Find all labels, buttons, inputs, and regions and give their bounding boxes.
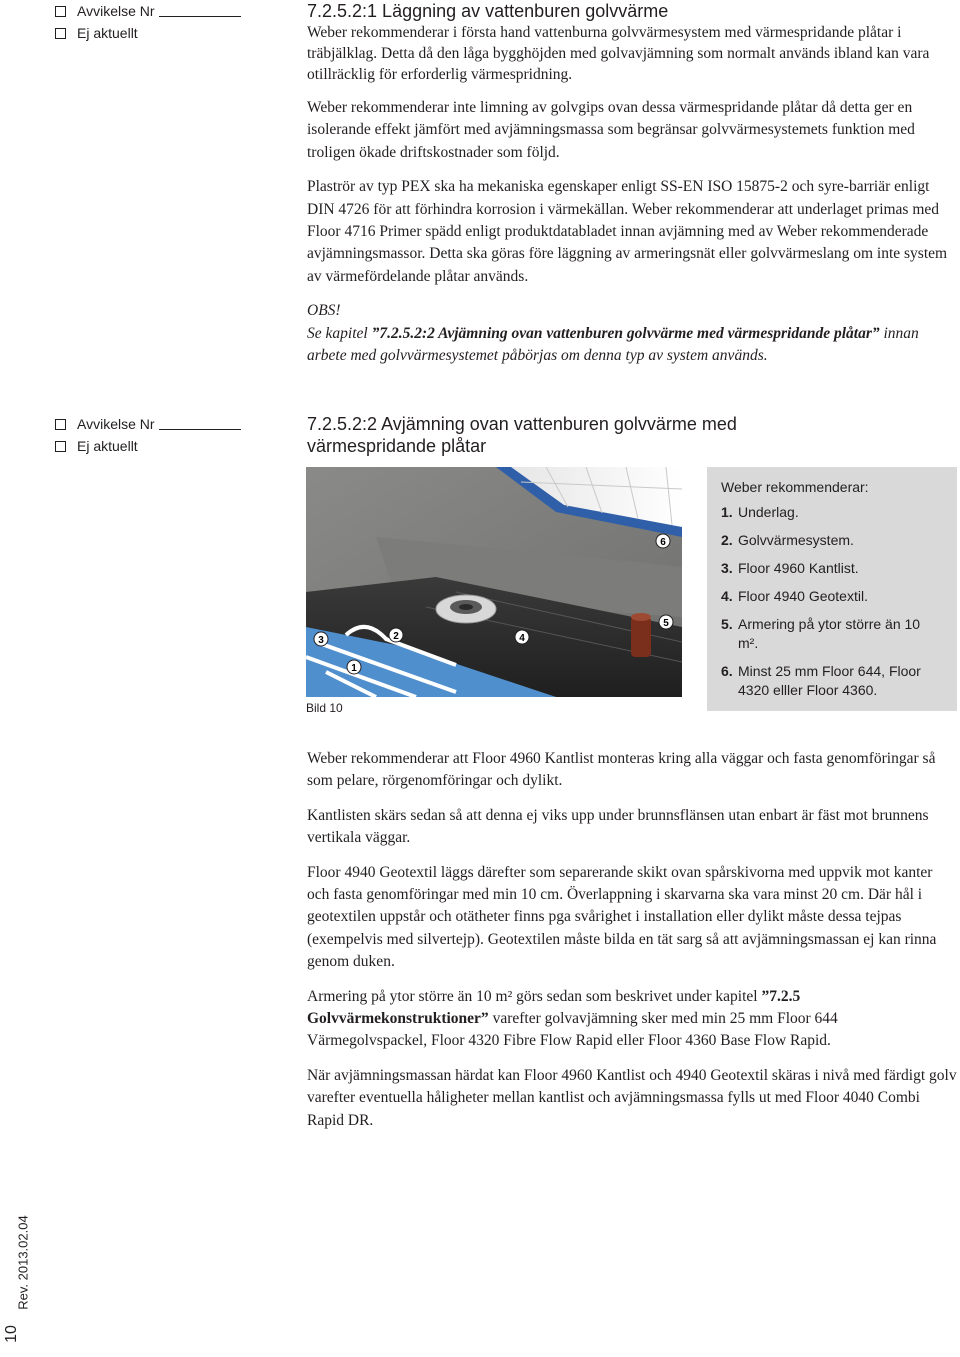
section-1-paragraph-2: Weber rekommenderar inte limning av golvgips ovan dessa värmespridande plåtar då detta ger en isolerande effekt jämfört med avjämningsmassa som begränsar golvvärmesystemets funktion med troligen ökade driftskostnader som följd. — [307, 99, 915, 161]
note-prefix: Se kapitel — [307, 324, 372, 342]
marker-2: 2 — [393, 631, 399, 642]
sidebar-checkboxes-1 — [55, 0, 241, 44]
section-2-paragraph-2: Kantlisten skärs sedan så att denna ej viks upp under brunnsflänsen utan enbart är fäst mot brunnens vertikala väggar. — [307, 806, 929, 847]
deviation-number-line[interactable] — [159, 6, 241, 17]
marker-1: 1 — [351, 663, 357, 674]
deviation-row-2 — [55, 413, 241, 435]
see-chapter-note — [307, 323, 957, 368]
recommendation-item-number: 5. — [721, 616, 733, 632]
p4-prefix: Armering på ytor större än 10 m² görs sedan som beskrivet under kapitel — [307, 987, 762, 1005]
marker-5: 5 — [663, 618, 669, 629]
recommendation-item-text: Armering på ytor större än 10 m². — [738, 616, 921, 651]
not-current-checkbox[interactable] — [55, 28, 66, 39]
section-2-header — [307, 413, 827, 457]
marker-4: 4 — [519, 633, 525, 644]
recommendation-item-text: Underlag. — [738, 504, 799, 520]
deviation-label-2: Avvikelse Nr — [77, 416, 155, 432]
figure-caption: Bild 10 — [306, 701, 343, 715]
section-2-body — [307, 748, 957, 1132]
note-suffix: innan arbete med golvvärmesystemet påbörjas om denna typ av system används. — [307, 324, 919, 365]
section-1 — [307, 0, 957, 367]
not-current-label-2: Ej aktuellt — [77, 438, 138, 454]
not-current-checkbox-2[interactable] — [55, 441, 66, 452]
page-number: 10 — [3, 1325, 20, 1343]
marker-6: 6 — [660, 537, 666, 548]
deviation-checkbox-2[interactable] — [55, 419, 66, 430]
recommendation-item — [721, 587, 943, 606]
recommendation-item-number: 2. — [721, 532, 733, 548]
section-1-heading: 7.2.5.2:1 Läggning av vattenburen golvvärme — [307, 1, 669, 21]
deviation-checkbox[interactable] — [55, 6, 66, 17]
recommendation-item-number: 1. — [721, 504, 733, 520]
recommendation-item-text: Golvvärmesystem. — [738, 532, 854, 548]
recommendation-item-text: Floor 4960 Kantlist. — [738, 560, 859, 576]
section-1-paragraph-1: Weber rekommenderar i första hand vattenburna golvvärmesystem med värmespridande plåtar i träbjälklag. Detta då den låga bygghöjden med golvavjämning som normalt används ibland kan vara otillräcklig för erforderlig värmespridning. — [307, 24, 930, 83]
not-current-row — [55, 22, 241, 44]
section-2-paragraph-1: Weber rekommenderar att Floor 4960 Kantlist monteras kring alla väggar och fasta genomföringar så som pelare, rörgenomföringar och dylikt. — [307, 750, 936, 790]
not-current-label: Ej aktuellt — [77, 25, 138, 41]
recommendation-item-number: 6. — [721, 663, 733, 679]
recommendation-item-text: Minst 25 mm Floor 644, Floor 4320 elller Floor 4360. — [738, 663, 921, 698]
sidebar-checkboxes-2 — [55, 413, 241, 457]
section-2-paragraph-3: Floor 4940 Geotextil läggs därefter som separerande skikt ovan spårskivorna med uppvik mot kanter och fasta genomföringar med min 10 cm. Överlappning i skarvarna ska vara minst 20 cm. Där hål i geotextilen uppstår och otätheter finns pga svårighet i installation eller dylikt måste dessa tejpas (exempelvis med silvertejp). Geotextilen måste bilda en tät sarg så att avjämningsmassan ej kan rinna genom duken. — [307, 863, 937, 971]
not-current-row-2 — [55, 435, 241, 457]
revision-date: Rev. 2013.02.04 — [15, 1215, 31, 1310]
recommendation-item — [721, 503, 943, 522]
recommendation-item-number: 4. — [721, 588, 733, 604]
note-chapter-reference[interactable]: ”7.2.5.2:2 Avjämning ovan vattenburen golvvärme med värmespridande plåtar” — [371, 324, 880, 342]
p4-suffix: varefter golvavjämning sker med min 25 mm Floor 644 Värmegolvspackel, Floor 4320 Fibre Flow Rapid eller Floor 4360 Base Flow Rapid. — [307, 1010, 838, 1050]
recommendation-item-number: 3. — [721, 560, 733, 576]
deviation-number-line-2[interactable] — [159, 419, 241, 430]
section-2-heading: 7.2.5.2:2 Avjämning ovan vattenburen golvvärme med värmespridande plåtar — [307, 414, 737, 456]
recommendation-item-text: Floor 4940 Geotextil. — [738, 588, 868, 604]
section-2-paragraph-4 — [307, 986, 957, 1053]
recommendation-box — [707, 467, 957, 711]
recommendation-item — [721, 662, 943, 700]
p4-chapter-reference[interactable]: ”7.2.5 Golvvärmekonstruktioner” — [307, 987, 801, 1028]
marker-3: 3 — [318, 635, 324, 646]
floor-heating-illustration — [306, 467, 682, 697]
section-1-paragraph-3: Plaströr av typ PEX ska ha mekaniska egenskaper enligt SS-EN ISO 15875-2 och syre-barriär enligt DIN 4726 för att förhindra korrosion i värmekällan. Weber rekommenderar att underlaget primas med Floor 4716 Primer spädd enligt produktdatabladet innan avjämning med av Weber rekommenderade avjämningsmassor. Detta ska göras före läggning av armeringsnät eller golvvärmeslang om inte system av värmefördelande plåtar används. — [307, 178, 948, 285]
floor-heating-drawing — [306, 467, 682, 697]
obs-label: OBS! — [307, 302, 341, 320]
recommendation-item — [721, 531, 943, 550]
recommendation-item — [721, 615, 943, 653]
deviation-label: Avvikelse Nr — [77, 3, 155, 19]
section-2-paragraph-5: När avjämningsmassan härdat kan Floor 4960 Kantlist och 4940 Geotextil skäras i nivå med färdigt golv varefter eventuella håligheter mellan kantlist och avjämningsmassa fylls ut med Floor 4040 Combi Rapid DR. — [307, 1066, 957, 1129]
deviation-row — [55, 0, 241, 22]
recommendation-title: Weber rekommenderar: — [721, 479, 869, 495]
recommendation-item — [721, 559, 943, 578]
